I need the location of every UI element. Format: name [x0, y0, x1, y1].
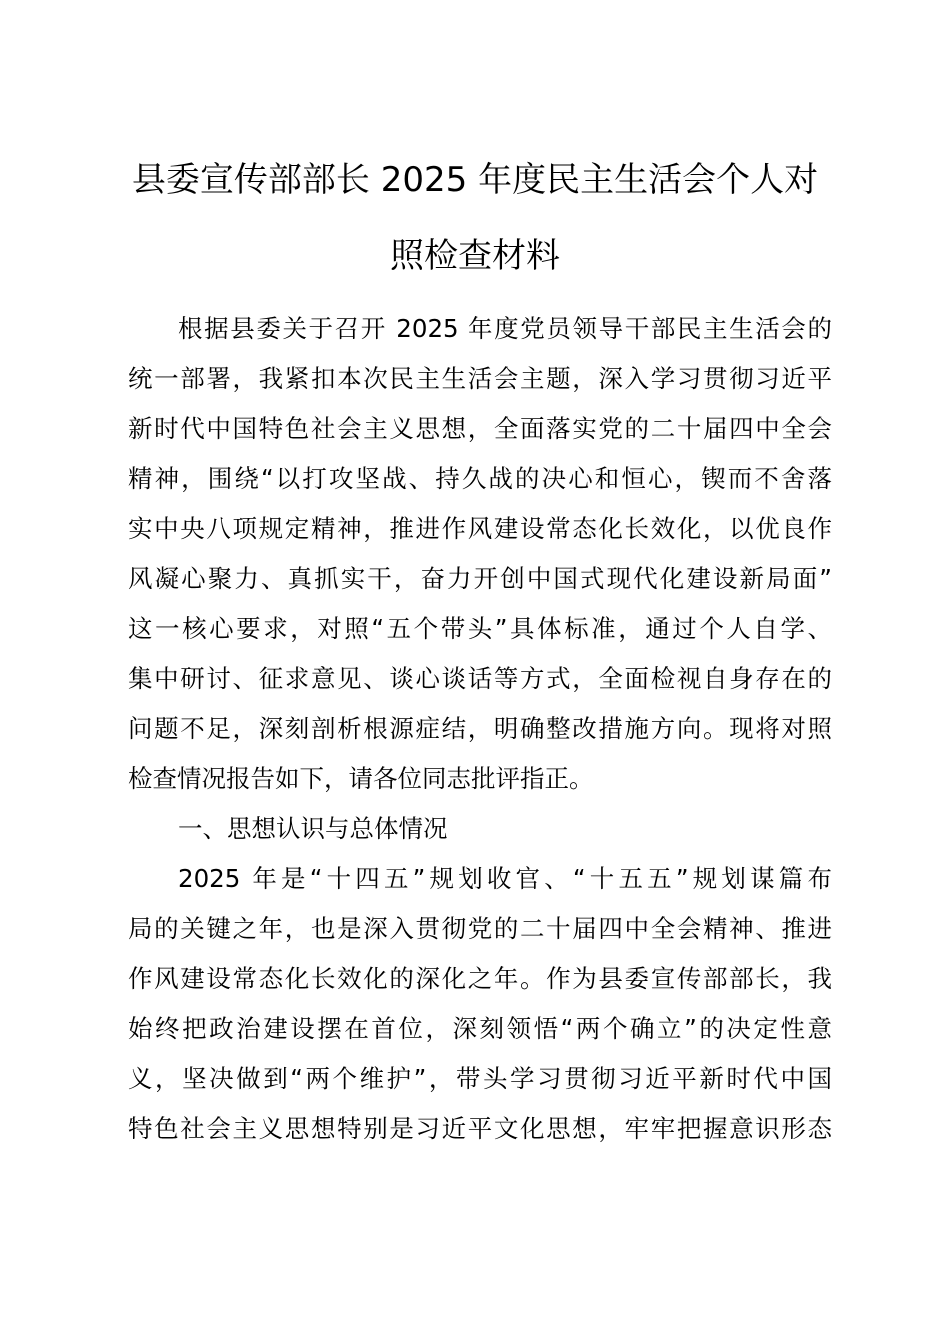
- paragraph-line: 特色社会主义思想特别是习近平文化思想，牢牢把握意识形态: [128, 1114, 832, 1143]
- paragraph-line: 精神，围绕“以打攻坚战、持久战的决心和恒心，锲而不舍落: [128, 464, 832, 493]
- paragraph-line: 这一核心要求，对照“五个带头”具体标准，通过个人自学、: [128, 614, 832, 643]
- document-title-line-1: 县委宣传部部长 2025 年度民主生活会个人对: [131, 160, 819, 200]
- paragraph-line: 作风建设常态化长效化的深化之年。作为县委宣传部部长，我: [128, 964, 832, 993]
- document-title-line-2: 照检查材料: [390, 236, 560, 276]
- paragraph-line: 局的关键之年，也是深入贯彻党的二十届四中全会精神、推进: [128, 914, 832, 943]
- paragraph-line: 实中央八项规定精神，推进作风建设常态化长效化，以优良作: [128, 514, 832, 543]
- paragraph-line: 集中研讨、征求意见、谈心谈话等方式，全面检视自身存在的: [128, 664, 832, 693]
- paragraph-line: 检查情况报告如下，请各位同志批评指正。: [128, 764, 594, 793]
- section-heading: 一、思想认识与总体情况: [178, 814, 448, 843]
- paragraph-line: 2025 年是“十四五”规划收官、“十五五”规划谋篇布: [178, 864, 832, 893]
- paragraph-line: 统一部署，我紧扣本次民主生活会主题，深入学习贯彻习近平: [128, 364, 832, 393]
- paragraph-line: 风凝心聚力、真抓实干，奋力开创中国式现代化建设新局面”: [128, 564, 832, 593]
- paragraph-line: 根据县委关于召开 2025 年度党员领导干部民主生活会的: [178, 314, 832, 343]
- paragraph-line: 新时代中国特色社会主义思想，全面落实党的二十届四中全会: [128, 414, 832, 443]
- paragraph-line: 义，坚决做到“两个维护”，带头学习贯彻习近平新时代中国: [128, 1064, 832, 1093]
- paragraph-line: 始终把政治建设摆在首位，深刻领悟“两个确立”的决定性意: [128, 1014, 832, 1043]
- paragraph-line: 问题不足，深刻剖析根源症结，明确整改措施方向。现将对照: [128, 714, 832, 743]
